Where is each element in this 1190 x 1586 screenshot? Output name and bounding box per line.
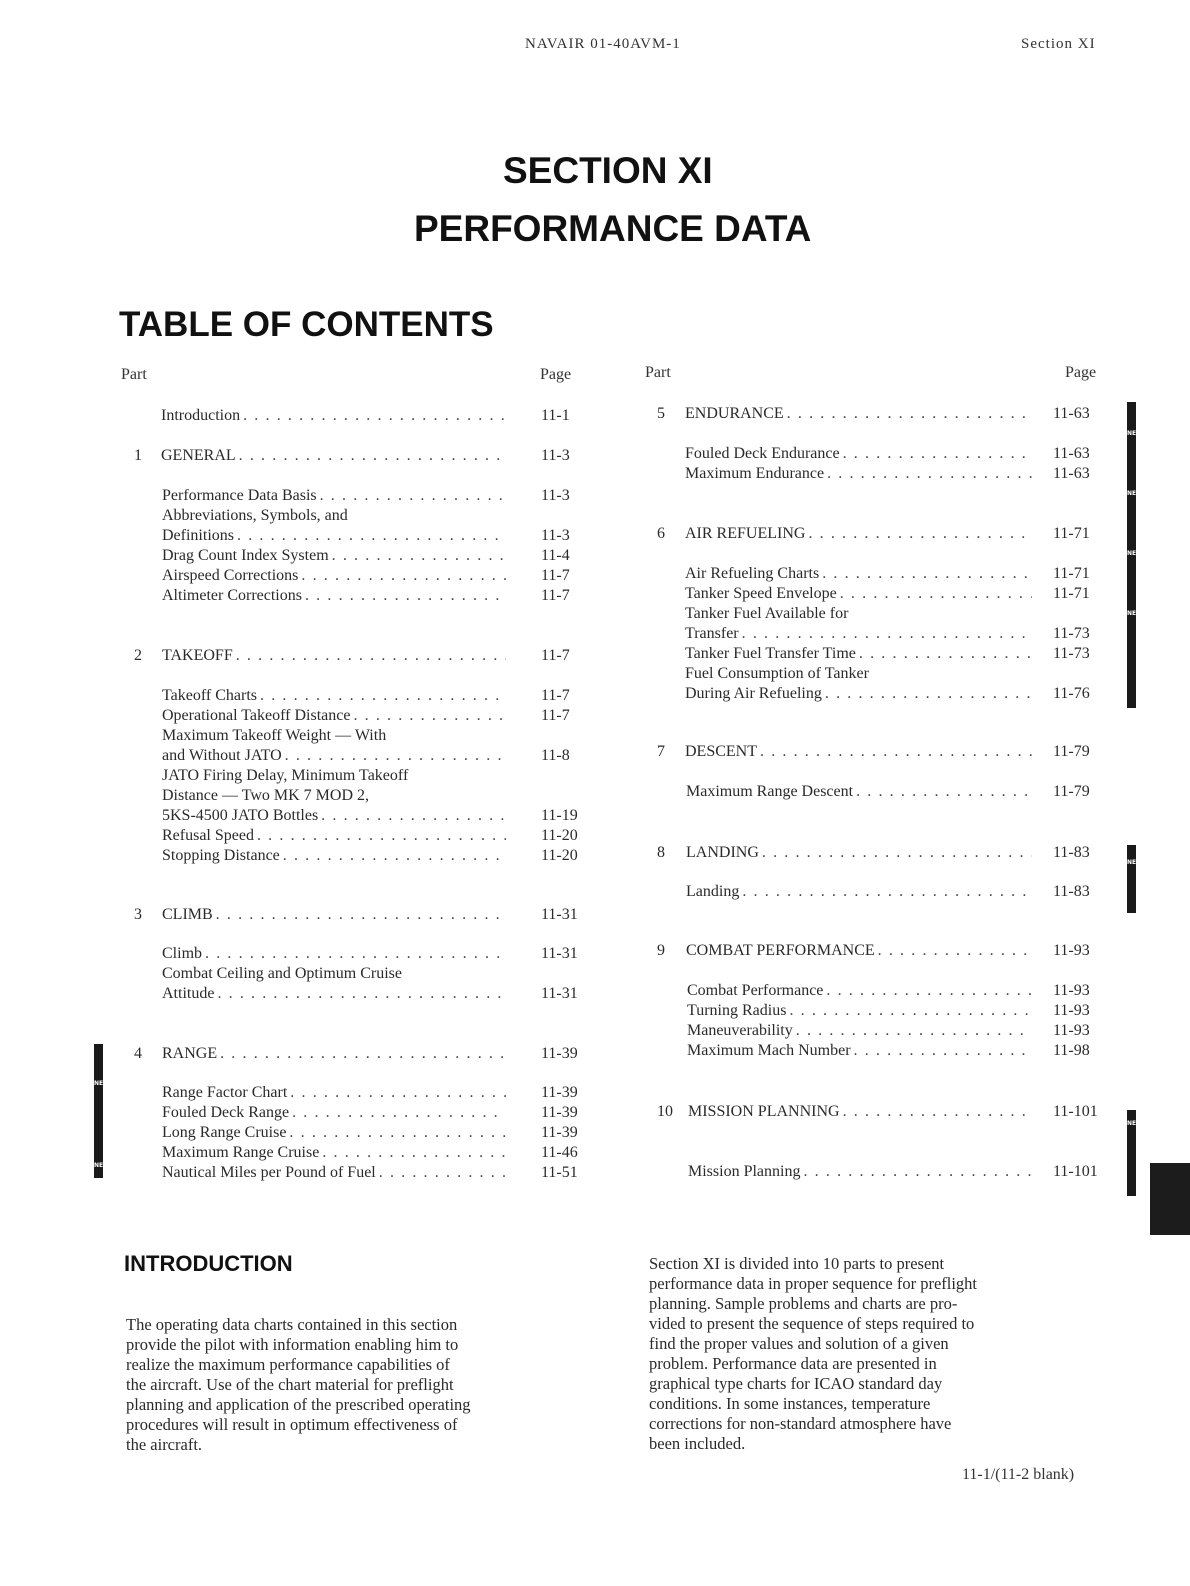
section-label: Section XI — [1021, 36, 1096, 52]
toc-part-title-text: ENDURANCE — [685, 405, 784, 422]
toc-part-page: 11-31 — [541, 906, 578, 923]
toc-entry[interactable] — [162, 806, 506, 826]
paragraph-line: graphical type charts for ICAO standard day — [649, 1374, 943, 1393]
toc-entry-title: Combat Performance — [687, 982, 824, 999]
toc-entry-title: JATO Firing Delay, Minimum Takeoff — [162, 767, 409, 784]
toc-part-title-text: MISSION PLANNING — [688, 1103, 840, 1120]
toc-entry-title-cont: Definitions — [162, 527, 234, 544]
toc-entry-page: 11-19 — [541, 807, 578, 824]
toc-part-title[interactable] — [686, 941, 1032, 961]
toc-entry-page: 11-7 — [541, 567, 570, 584]
toc-entry[interactable] — [685, 584, 1032, 604]
toc-part-title-text: COMBAT PERFORMANCE — [686, 942, 875, 959]
toc-entry-title: Mission Planning — [688, 1163, 801, 1180]
toc-entry-page: 11-8 — [541, 747, 570, 764]
toc-entry[interactable] — [162, 1103, 506, 1123]
toc-entry-title: Climb — [162, 945, 203, 962]
toc-entry[interactable] — [162, 566, 506, 586]
toc-part-number: 1 — [134, 447, 142, 464]
toc-entry-page: 11-73 — [1053, 645, 1090, 662]
toc-entry-title: Turning Radius — [687, 1002, 787, 1019]
paragraph-line: performance data in proper sequence for preflight — [649, 1274, 978, 1293]
page-number: 11-1/(11-2 blank) — [962, 1466, 1075, 1483]
toc-entry[interactable] — [685, 464, 1032, 484]
toc-entry-page: 11-83 — [1053, 883, 1090, 900]
toc-entry[interactable] — [162, 526, 506, 546]
toc-entry[interactable] — [162, 826, 506, 846]
toc-part-page: 11-79 — [1053, 743, 1090, 760]
change-bar-label: NEW — [1127, 490, 1143, 497]
change-bar-label: NEW — [1127, 1120, 1143, 1127]
toc-entry-title: Range Factor Chart — [162, 1084, 288, 1101]
toc-part-title-text: CLIMB — [162, 906, 213, 923]
toc-part-page: 11-63 — [1053, 405, 1090, 422]
toc-entry-title: Long Range Cruise — [162, 1124, 287, 1141]
toc-entry-title: Maneuverability — [687, 1022, 793, 1039]
toc-part-number: 10 — [657, 1103, 673, 1120]
toc-entry-title: Tanker Fuel Available for — [685, 605, 849, 622]
toc-part-title-text: LANDING — [686, 844, 759, 861]
toc-entry-page: 11-3 — [541, 527, 570, 544]
toc-part-page: 11-83 — [1053, 844, 1090, 861]
toc-part-title-text: AIR REFUELING — [685, 525, 806, 542]
toc-entry-page: 11-20 — [541, 847, 578, 864]
toc-entry-page: 11-3 — [541, 487, 570, 504]
toc-part-number: 7 — [657, 743, 665, 760]
change-bar-label: NEW — [1127, 550, 1143, 557]
toc-entry-title: Combat Ceiling and Optimum Cruise — [162, 965, 402, 982]
toc-heading: TABLE OF CONTENTS — [119, 305, 494, 344]
toc-entry-page: 11-71 — [1053, 565, 1090, 582]
toc-entry[interactable] — [687, 1041, 1032, 1061]
toc-part-title[interactable] — [162, 646, 506, 666]
toc-entry[interactable] — [162, 1143, 506, 1163]
toc-entry[interactable] — [687, 1021, 1032, 1041]
toc-entry-page: 11-63 — [1053, 465, 1090, 482]
toc-entry-title: Fouled Deck Range — [162, 1104, 290, 1121]
toc-entry[interactable] — [162, 944, 506, 964]
toc-entry-page: 11-20 — [541, 827, 578, 844]
toc-part-page: 11-71 — [1053, 525, 1090, 542]
toc-part-title[interactable] — [688, 1102, 1032, 1122]
paragraph-line: problem. Performance data are presented in — [649, 1354, 937, 1373]
toc-entry-title: Tanker Speed Envelope — [685, 585, 837, 602]
toc-entry-title-cont: and Without JATO — [162, 747, 282, 764]
toc-part-number: 3 — [134, 906, 142, 923]
toc-entry-title: Nautical Miles per Pound of Fuel — [162, 1164, 376, 1181]
toc-entry[interactable] — [162, 984, 506, 1004]
toc-entry-title: Maximum Endurance — [685, 465, 825, 482]
toc-entry-title: Introduction — [161, 407, 241, 424]
toc-entry-title: Operational Takeoff Distance — [162, 707, 351, 724]
left-part-label: Part — [121, 366, 147, 383]
toc-entry[interactable] — [162, 546, 506, 566]
toc-entry-page: 11-39 — [541, 1104, 578, 1121]
toc-part-number: 2 — [134, 647, 142, 664]
toc-entry-title: Maximum Range Cruise — [162, 1144, 320, 1161]
change-bar-label: NEW — [94, 1080, 110, 1087]
paragraph-line: realize the maximum performance capabilities of — [126, 1355, 450, 1374]
toc-entry-page: 11-7 — [541, 687, 570, 704]
introduction-heading: INTRODUCTION — [124, 1251, 293, 1276]
toc-entry-title: Drag Count Index System — [162, 547, 329, 564]
toc-entry-page: 11-4 — [541, 547, 570, 564]
toc-entry-page: 11-7 — [541, 707, 570, 724]
toc-entry[interactable] — [685, 644, 1032, 664]
toc-entry-title: Tanker Fuel Transfer Time — [685, 645, 856, 662]
toc-entry[interactable] — [162, 1163, 506, 1183]
toc-entry-title-cont: Distance — Two MK 7 MOD 2, — [162, 787, 370, 804]
paragraph-line: been included. — [649, 1434, 746, 1453]
toc-entry-title: Fouled Deck Endurance — [685, 445, 840, 462]
toc-part-title-text: DESCENT — [685, 743, 757, 760]
change-bar — [1127, 402, 1143, 708]
right-page-label: Page — [1065, 364, 1097, 381]
toc-part-number: 9 — [657, 942, 665, 959]
toc-part-title[interactable] — [162, 905, 506, 925]
right-part-label: Part — [645, 364, 671, 381]
toc-entry[interactable] — [688, 1162, 1032, 1182]
left-page-label: Page — [540, 366, 572, 383]
toc-part-page: 11-39 — [541, 1045, 578, 1062]
toc-entry-title: Maximum Takeoff Weight — With — [162, 727, 387, 744]
toc-part-number: 6 — [657, 525, 665, 542]
toc-entry-page: 11-39 — [541, 1124, 578, 1141]
paragraph-line: the aircraft. — [126, 1435, 203, 1454]
toc-entry-title: Maximum Range Descent — [686, 783, 854, 800]
paragraph-line: find the proper values and solution of a given — [649, 1334, 949, 1353]
toc-entry-page: 11-63 — [1053, 445, 1090, 462]
toc-entry-page: 11-39 — [541, 1084, 578, 1101]
toc-entry-title-cont: Transfer — [685, 625, 739, 642]
toc-part-title-text: RANGE — [162, 1045, 218, 1062]
toc-entry-page: 11-79 — [1053, 783, 1090, 800]
toc-entry-page: 11-101 — [1053, 1163, 1098, 1180]
change-bar — [94, 1044, 110, 1178]
toc-entry-page: 11-76 — [1053, 685, 1090, 702]
toc-entry[interactable] — [686, 782, 1032, 802]
change-bar-label: NEW — [1127, 859, 1143, 866]
toc-part-page: 11-7 — [541, 647, 570, 664]
toc-entry-title: Altimeter Corrections — [162, 587, 302, 604]
change-bar — [1127, 845, 1143, 913]
change-bar-label: NEW — [1127, 610, 1143, 617]
section-subtitle: PERFORMANCE DATA — [414, 208, 812, 249]
section-title: SECTION XI — [503, 150, 713, 191]
toc-part-number: 8 — [657, 844, 665, 861]
toc-entry-page: 11-31 — [541, 945, 578, 962]
toc-entry[interactable] — [162, 706, 506, 726]
toc-entry-title: Abbreviations, Symbols, and — [162, 507, 348, 524]
toc-part-title[interactable] — [685, 742, 1032, 762]
toc-part-title[interactable] — [686, 843, 1032, 863]
toc-entry-page: 11-7 — [541, 587, 570, 604]
toc-entry-page: 11-93 — [1053, 1022, 1090, 1039]
toc-entry-page: 11-93 — [1053, 1002, 1090, 1019]
paragraph-line: the aircraft. Use of the chart material for preflight — [126, 1375, 454, 1394]
change-bar-label: NEW — [1127, 430, 1143, 437]
toc-entry-title-cont: During Air Refueling — [685, 685, 822, 702]
document-number: NAVAIR 01-40AVM-1 — [525, 36, 681, 52]
toc-entry-page: 11-73 — [1053, 625, 1090, 642]
toc-entry-page: 11-1 — [541, 407, 570, 424]
paragraph-line: vided to present the sequence of steps required to — [649, 1314, 975, 1333]
toc-entry[interactable] — [162, 746, 506, 766]
toc-part-title[interactable] — [162, 1044, 506, 1064]
paragraph-line: procedures will result in optimum effectiveness of — [126, 1415, 458, 1434]
toc-entry-title: Refusal Speed — [162, 827, 254, 844]
toc-entry-page: 11-46 — [541, 1144, 578, 1161]
paragraph-line: planning and application of the prescribed operating — [126, 1395, 471, 1414]
section-thumb-tab — [1150, 1163, 1190, 1235]
toc-part-title-text: TAKEOFF — [162, 647, 233, 664]
toc-part-title[interactable] — [685, 404, 1032, 424]
toc-part-title[interactable] — [161, 446, 506, 466]
toc-entry[interactable] — [687, 981, 1032, 1001]
toc-entry[interactable] — [162, 686, 506, 706]
toc-entry-title-cont: Attitude — [162, 985, 215, 1002]
toc-entry-title: Air Refueling Charts — [685, 565, 820, 582]
toc-entry-title: Maximum Mach Number — [687, 1042, 851, 1059]
paragraph-line: corrections for non-standard atmosphere have — [649, 1414, 952, 1433]
toc-entry[interactable] — [162, 1123, 506, 1143]
toc-entry[interactable] — [162, 1083, 506, 1103]
toc-entry-title: Stopping Distance — [162, 847, 280, 864]
toc-entry-page: 11-31 — [541, 985, 578, 1002]
toc-part-page: 11-3 — [541, 447, 570, 464]
toc-part-title-text: GENERAL — [161, 447, 236, 464]
toc-entry-title: Airspeed Corrections — [162, 567, 299, 584]
change-bar — [1127, 1110, 1143, 1196]
toc-entry[interactable] — [687, 1001, 1032, 1021]
toc-entry[interactable] — [161, 406, 506, 426]
toc-part-title[interactable] — [685, 524, 1032, 544]
toc-part-number: 5 — [657, 405, 665, 422]
toc-part-number: 4 — [134, 1045, 142, 1062]
paragraph-line: Section XI is divided into 10 parts to present — [649, 1254, 945, 1273]
paragraph-line: provide the pilot with information enabling him to — [126, 1335, 459, 1354]
paragraph-line: conditions. In some instances, temperature — [649, 1394, 931, 1413]
toc-entry[interactable] — [685, 624, 1032, 644]
toc-entry-page: 11-98 — [1053, 1042, 1090, 1059]
toc-entry[interactable] — [162, 846, 506, 866]
toc-entry-title: Performance Data Basis — [162, 487, 317, 504]
toc-entry-page: 11-51 — [541, 1164, 578, 1181]
toc-entry[interactable] — [685, 564, 1032, 584]
toc-entry-page: 11-93 — [1053, 982, 1090, 999]
toc-entry-title: Takeoff Charts — [162, 687, 257, 704]
change-bar-label: NEW — [94, 1162, 110, 1169]
toc-entry[interactable] — [686, 882, 1032, 902]
toc-entry-title: Landing — [686, 883, 740, 900]
paragraph-line: planning. Sample problems and charts are pro- — [649, 1294, 958, 1313]
toc-part-page: 11-93 — [1053, 942, 1090, 959]
toc-entry-title-cont: 5KS-4500 JATO Bottles — [162, 807, 319, 824]
toc-part-page: 11-101 — [1053, 1103, 1098, 1120]
toc-entry-page: 11-71 — [1053, 585, 1090, 602]
toc-entry-title: Fuel Consumption of Tanker — [685, 665, 869, 682]
toc-entry[interactable] — [162, 486, 506, 506]
toc-entry[interactable] — [685, 444, 1032, 464]
paragraph-line: The operating data charts contained in this section — [126, 1315, 458, 1334]
toc-entry[interactable] — [162, 586, 506, 606]
toc-entry[interactable] — [685, 684, 1032, 704]
